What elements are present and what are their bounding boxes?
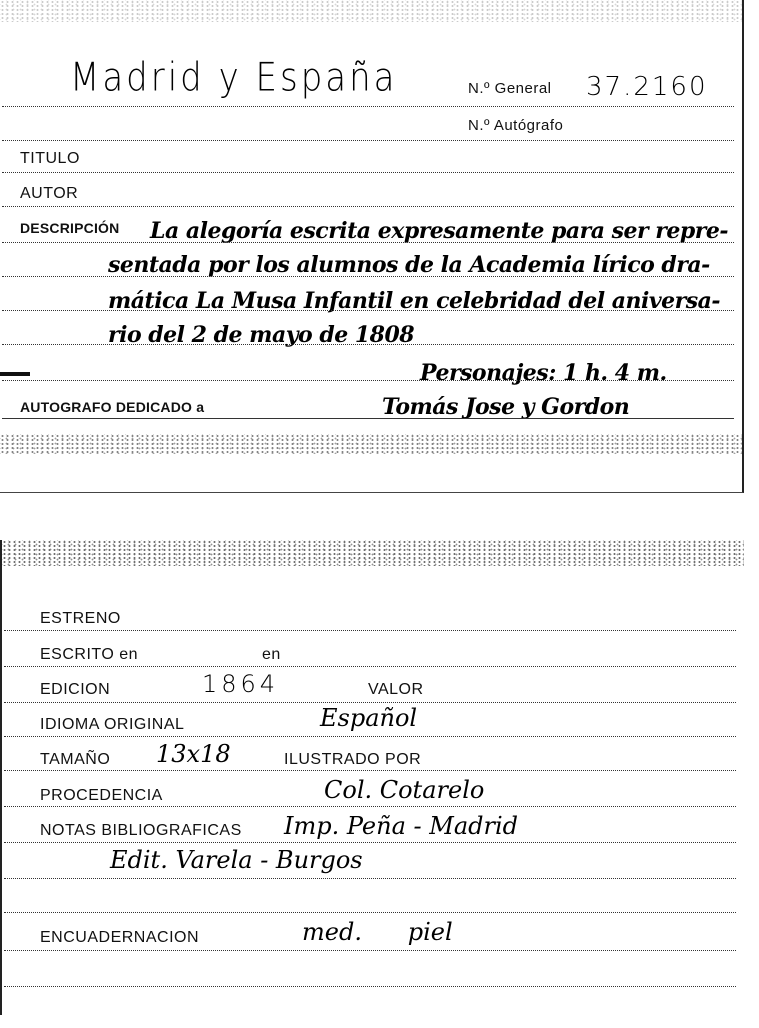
notas-value-2: Edit. Varela - Burgos bbox=[110, 846, 363, 874]
scan-noise-foot bbox=[0, 434, 742, 454]
rule-line bbox=[4, 666, 736, 667]
rule-line bbox=[2, 310, 734, 311]
rule-line bbox=[4, 736, 736, 737]
idioma-value: Español bbox=[320, 704, 418, 732]
edicion-value: 1864 bbox=[202, 670, 280, 698]
rule-line bbox=[2, 276, 734, 277]
description-line-1: La alegoría escrita expresamente para ser repre- bbox=[150, 218, 728, 244]
rule-line bbox=[4, 842, 736, 843]
rule-line bbox=[4, 770, 736, 771]
dedicado-value: Tomás Jose y Gordon bbox=[382, 394, 630, 420]
personajes-text: Personajes: 1 h. 4 m. bbox=[420, 360, 667, 386]
en-label: en bbox=[262, 646, 281, 663]
scan-noise-edge bbox=[2, 540, 744, 566]
description-line-3: mática La Musa Infantil en celebridad del aniversa- bbox=[108, 288, 720, 314]
titulo-label: TITULO bbox=[20, 150, 80, 167]
scan-noise-top bbox=[0, 0, 742, 22]
ilustrado-label: ILUSTRADO POR bbox=[284, 751, 422, 768]
tamano-label: TAMAÑO bbox=[40, 751, 111, 768]
description-line-2: sentada por los alumnos de la Academia lírico dra- bbox=[108, 252, 710, 278]
rule-line bbox=[4, 806, 736, 807]
general-label: N.º General bbox=[468, 80, 552, 97]
idioma-label: IDIOMA ORIGINAL bbox=[40, 716, 185, 733]
catalog-card-top bbox=[0, 0, 744, 493]
rule-line bbox=[4, 950, 736, 951]
autografo-label: N.º Autógrafo bbox=[468, 117, 564, 134]
rule-line bbox=[2, 206, 734, 207]
rule-line bbox=[4, 702, 736, 703]
encuadernacion-value: med. piel bbox=[302, 918, 453, 946]
autografo-dedicado-label: AUTOGRAFO DEDICADO a bbox=[20, 399, 205, 415]
ink-mark bbox=[0, 372, 30, 376]
descripcion-label: DESCRIPCIÓN bbox=[20, 220, 120, 236]
handwritten-title: Madrid y España bbox=[70, 55, 398, 101]
rule-line bbox=[2, 242, 734, 243]
edicion-label: EDICION bbox=[40, 681, 111, 698]
rule-line bbox=[4, 986, 736, 987]
rule-line bbox=[4, 630, 736, 631]
rule-line bbox=[2, 380, 734, 381]
notas-value: Imp. Peña - Madrid bbox=[284, 812, 519, 840]
notas-label: NOTAS BIBLIOGRAFICAS bbox=[40, 822, 242, 839]
estreno-label: ESTRENO bbox=[40, 610, 121, 627]
rule-line bbox=[2, 140, 734, 141]
encuadernacion-label: ENCUADERNACION bbox=[40, 929, 200, 946]
rule-line bbox=[4, 878, 736, 879]
rule-line bbox=[2, 418, 734, 419]
rule-line bbox=[4, 912, 736, 913]
description-line-4: rio del 2 de mayo de 1808 bbox=[108, 322, 415, 348]
tamano-value: 13x18 bbox=[156, 740, 231, 768]
valor-label: VALOR bbox=[368, 681, 424, 698]
catalog-card-bottom bbox=[0, 540, 744, 1015]
procedencia-value: Col. Cotarelo bbox=[324, 776, 485, 804]
autor-label: AUTOR bbox=[20, 185, 79, 202]
general-number: 37.2160 bbox=[586, 72, 708, 102]
escrito-label: ESCRITO en bbox=[40, 646, 139, 663]
procedencia-label: PROCEDENCIA bbox=[40, 787, 163, 804]
rule-line bbox=[2, 172, 734, 173]
rule-line bbox=[2, 106, 734, 107]
rule-line bbox=[2, 344, 734, 345]
